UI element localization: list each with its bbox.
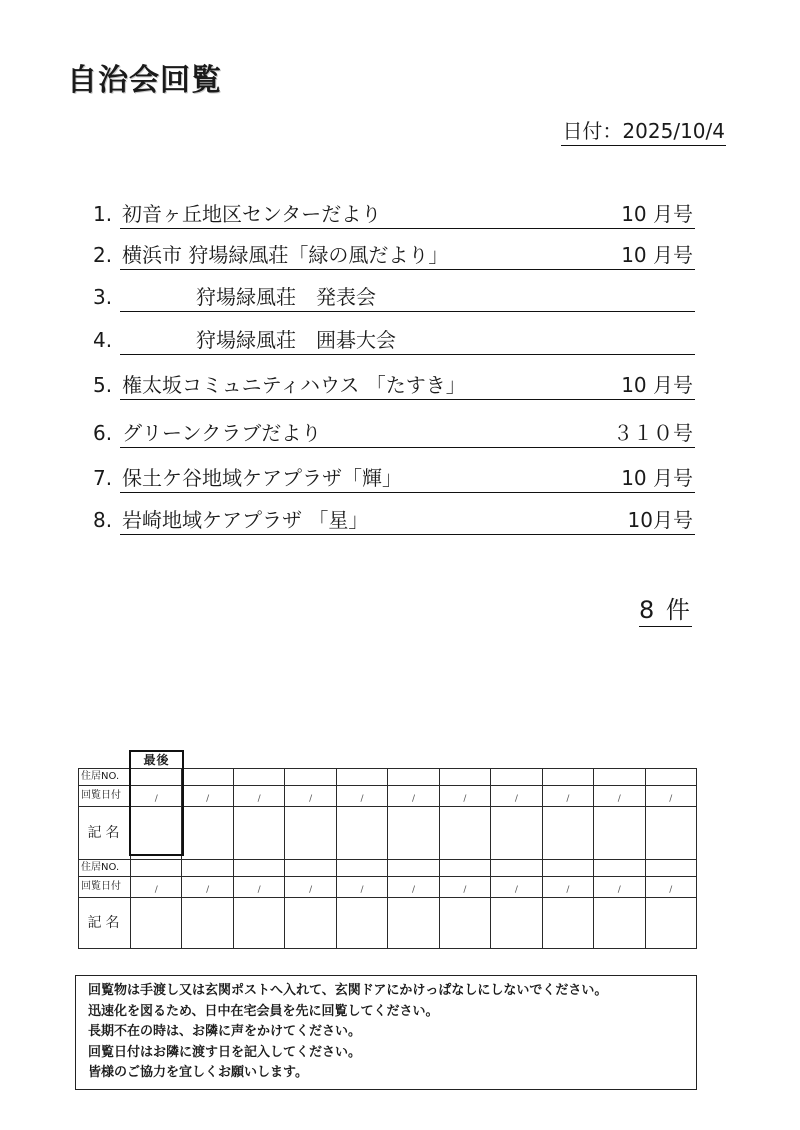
circulation-date-cell <box>594 786 645 807</box>
address-no-cell <box>233 769 284 786</box>
signature-cell <box>594 898 645 949</box>
circulation-date-cell <box>336 786 387 807</box>
item-issue: 10 月号 <box>621 466 693 490</box>
signature-cell <box>285 898 336 949</box>
address-no-cell <box>182 769 233 786</box>
date-separator: / <box>669 794 673 804</box>
address-no-label: 住居NO. <box>79 769 131 786</box>
circulation-date-cell <box>182 786 233 807</box>
note-line: 皆様のご協力を宜しくお願いします。 <box>88 1065 308 1081</box>
date-separator: / <box>514 885 518 895</box>
circulation-date-cell <box>233 877 284 898</box>
signature-cell <box>542 898 593 949</box>
circular-item <box>93 507 695 535</box>
date-separator: / <box>206 794 210 804</box>
address-no-label: 住居NO. <box>79 860 131 877</box>
item-number: 6. <box>93 421 113 445</box>
date-separator: / <box>309 794 313 804</box>
circular-item <box>93 420 695 448</box>
address-no-cell <box>131 860 182 877</box>
block-1-signature-row <box>79 807 697 860</box>
item-number: 2. <box>93 243 113 267</box>
address-no-cell <box>182 860 233 877</box>
date-separator: / <box>154 794 158 804</box>
item-line <box>120 372 695 400</box>
date-separator: / <box>463 794 467 804</box>
signature-cell <box>645 807 696 860</box>
item-title: グリーンクラブだより <box>122 421 322 445</box>
address-no-cell <box>336 769 387 786</box>
date-separator: / <box>514 794 518 804</box>
circulation-record-table <box>78 768 697 949</box>
date-separator: / <box>411 885 416 895</box>
item-count: 8 件 <box>639 594 692 627</box>
item-number: 3. <box>93 285 113 309</box>
address-no-cell <box>388 769 439 786</box>
circulation-date-cell <box>645 877 696 898</box>
item-line <box>120 242 695 270</box>
circulation-date-cell <box>182 877 233 898</box>
date-separator: / <box>154 885 158 895</box>
circulation-date-cell <box>542 786 593 807</box>
item-line <box>120 327 695 355</box>
signature-cell <box>233 807 284 860</box>
circular-item <box>93 327 695 355</box>
circulation-date-cell <box>491 786 542 807</box>
date-separator: / <box>617 794 621 804</box>
signature-cell <box>542 807 593 860</box>
note-line: 迅速化を図るため、日中在宅会員を先に回覧してください。 <box>88 1003 439 1019</box>
circulation-date-cell <box>542 877 593 898</box>
signature-cell <box>131 898 182 949</box>
circulation-date-cell <box>285 877 336 898</box>
address-no-cell <box>388 860 439 877</box>
address-no-cell <box>594 769 645 786</box>
item-title: 初音ヶ丘地区センターだより <box>122 202 382 226</box>
address-no-cell <box>542 860 593 877</box>
block-2-signature-row <box>79 898 697 949</box>
item-issue: 10 月号 <box>621 373 693 397</box>
date-separator: / <box>566 885 570 895</box>
signature-cell <box>491 898 542 949</box>
signature-cell <box>336 898 387 949</box>
item-issue: 10 月号 <box>621 202 693 226</box>
circular-item <box>93 372 695 400</box>
item-title: 保土ケ谷地域ケアプラザ「輝」 <box>122 466 402 490</box>
date-separator: / <box>566 794 570 804</box>
signature-cell <box>285 807 336 860</box>
address-no-cell <box>491 860 542 877</box>
circular-item <box>93 465 695 493</box>
address-no-cell <box>594 860 645 877</box>
item-issue: ３１０号 <box>613 421 693 445</box>
date-separator: / <box>617 885 621 895</box>
signature-cell <box>336 807 387 860</box>
circular-item <box>93 201 695 229</box>
date-separator: / <box>669 885 673 895</box>
item-number: 8. <box>93 508 113 532</box>
document-title: 自治会回覧 <box>67 63 222 98</box>
signature-cell <box>491 807 542 860</box>
signature-cell <box>645 898 696 949</box>
item-title: 横浜市 狩場緑風荘「緑の風だより」 <box>122 243 449 267</box>
address-no-cell <box>233 860 284 877</box>
item-line <box>120 507 695 535</box>
item-title: 権太坂コミュニティハウス 「たすき」 <box>122 373 466 397</box>
block-1-address-no-row <box>79 769 697 786</box>
item-title: 狩場緑風荘 発表会 <box>196 285 376 309</box>
circular-item <box>93 284 695 312</box>
item-line <box>120 284 695 312</box>
address-no-cell <box>542 769 593 786</box>
address-no-cell <box>645 769 696 786</box>
item-issue: 10月号 <box>627 508 693 532</box>
circulation-date-cell <box>594 877 645 898</box>
note-line: 回覧物は手渡し又は玄関ポストへ入れて、玄関ドアにかけっぱなしにしないでください。 <box>88 983 608 998</box>
signature-cell <box>182 807 233 860</box>
circular-item <box>93 242 695 270</box>
signature-cell <box>182 898 233 949</box>
address-no-cell <box>131 769 182 786</box>
circulation-date-cell <box>388 786 439 807</box>
signature-cell <box>594 807 645 860</box>
circulation-date-cell <box>439 786 490 807</box>
signature-cell <box>388 898 439 949</box>
date-separator: / <box>463 885 467 895</box>
address-no-cell <box>285 860 336 877</box>
item-number: 1. <box>93 202 113 226</box>
signature-cell <box>439 807 490 860</box>
signature-cell <box>131 807 182 860</box>
address-no-cell <box>439 860 490 877</box>
document-date: 日付：2025/10/4 <box>561 117 726 146</box>
notes-box <box>75 975 697 1090</box>
address-no-cell <box>336 860 387 877</box>
signature-cell <box>388 807 439 860</box>
item-number: 5. <box>93 373 113 397</box>
item-issue: 10 月号 <box>621 243 693 267</box>
date-separator: / <box>257 885 261 895</box>
item-title: 岩崎地域ケアプラザ 「星」 <box>122 508 369 532</box>
circulation-date-cell <box>491 877 542 898</box>
item-number: 7. <box>93 466 113 490</box>
block-2-circulation-date-row <box>79 877 697 898</box>
circulation-date-cell <box>645 786 696 807</box>
circulation-date-cell <box>233 786 284 807</box>
item-number: 4. <box>93 328 113 352</box>
circulation-date-cell <box>388 877 439 898</box>
circulation-date-cell <box>131 877 182 898</box>
date-separator: / <box>360 885 364 895</box>
circulation-date-cell <box>285 786 336 807</box>
note-line: 回覧日付はお隣に渡す日を記入してください。 <box>88 1044 362 1060</box>
item-line <box>120 465 695 493</box>
item-line <box>120 420 695 448</box>
date-separator: / <box>257 794 261 804</box>
signature-cell <box>439 898 490 949</box>
signature-label: 記名 <box>79 807 131 860</box>
date-separator: / <box>309 885 313 895</box>
last-recipient-label: 最後 <box>143 753 170 767</box>
circulation-date-cell <box>336 877 387 898</box>
circulation-date-label: 回覧日付 <box>79 877 131 898</box>
address-no-cell <box>285 769 336 786</box>
block-2-address-no-row <box>79 860 697 877</box>
item-line <box>120 201 695 229</box>
address-no-cell <box>491 769 542 786</box>
date-separator: / <box>360 794 364 804</box>
item-title: 狩場緑風荘 囲碁大会 <box>196 328 396 352</box>
address-no-cell <box>645 860 696 877</box>
circulation-date-cell <box>131 786 182 807</box>
note-line: 長期不在の時は、お隣に声をかけてください。 <box>88 1024 362 1040</box>
signature-cell <box>233 898 284 949</box>
address-no-cell <box>439 769 490 786</box>
circulation-date-cell <box>439 877 490 898</box>
date-separator: / <box>206 885 210 895</box>
circulation-date-label: 回覧日付 <box>79 786 131 807</box>
date-separator: / <box>411 794 416 804</box>
block-1-circulation-date-row <box>79 786 697 807</box>
signature-label: 記名 <box>79 898 131 949</box>
